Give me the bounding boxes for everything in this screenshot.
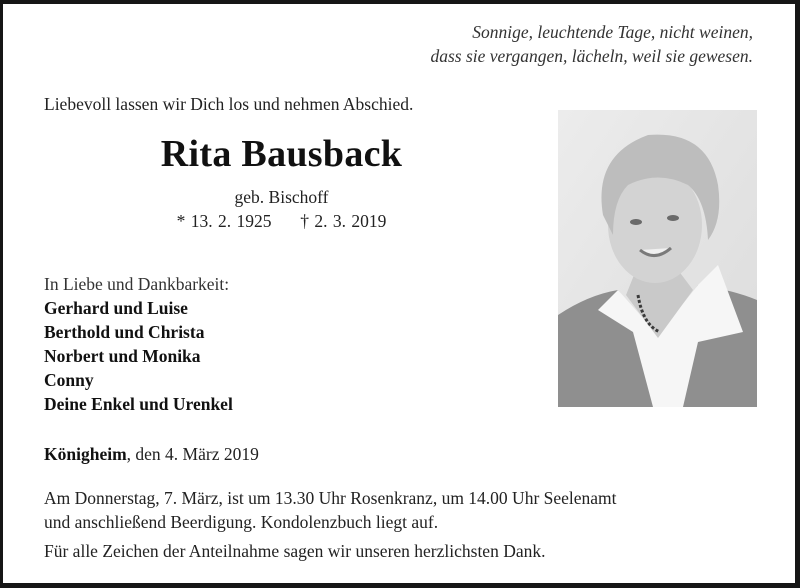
place-and-date: [44, 444, 259, 465]
mourner-name: Conny: [44, 370, 94, 390]
notice-date: , den 4. März 2019: [126, 444, 259, 464]
maiden-name: geb. Bischoff: [234, 187, 329, 207]
obituary-notice: [3, 4, 795, 583]
death-cross-icon: †: [300, 211, 309, 231]
motto-line-1: Sonnige, leuchtende Tage, nicht weinen,: [472, 22, 753, 42]
service-line-2: und anschließend Beerdigung. Kondolenzbuch liegt auf.: [44, 512, 439, 532]
mourner-name: Berthold und Christa: [44, 322, 205, 342]
birth-date: 13. 2. 1925: [190, 211, 272, 231]
motto-quote: [430, 20, 753, 68]
service-line-1: Am Donnerstag, 7. März, ist um 13.30 Uhr Rosenkranz, um 14.00 Uhr Seelenamt: [44, 488, 617, 508]
mourners-list: [44, 272, 233, 416]
life-dates: [44, 211, 519, 232]
mourners-intro: In Liebe und Dankbarkeit:: [44, 274, 230, 294]
portrait-image-icon: [558, 110, 757, 407]
birth-symbol-icon: *: [176, 211, 186, 231]
motto-line-2: dass sie vergangen, lächeln, weil sie gewesen.: [430, 46, 753, 66]
mourner-name: Gerhard und Luise: [44, 298, 188, 318]
place-name: Königheim: [44, 444, 127, 464]
mourner-name: Norbert und Monika: [44, 346, 201, 366]
farewell-line: Liebevoll lassen wir Dich los und nehmen Abschied.: [44, 94, 414, 114]
mourner-name: Deine Enkel und Urenkel: [44, 394, 233, 414]
funeral-service-info: [44, 486, 764, 534]
portrait-photo: [558, 110, 757, 407]
deceased-name: Rita Bausback: [160, 133, 403, 175]
thanks-line: Für alle Zeichen der Anteilnahme sagen wir unseren herzlichsten Dank.: [44, 541, 546, 561]
death-date: 2. 3. 2019: [314, 211, 387, 231]
